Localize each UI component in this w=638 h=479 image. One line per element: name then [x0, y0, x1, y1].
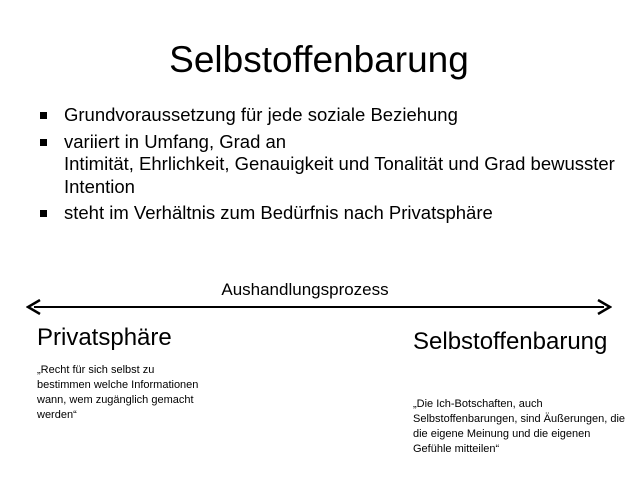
- square-bullet-icon: [40, 139, 47, 146]
- slide-title: Selbstoffenbarung: [169, 39, 469, 80]
- privacy-heading: Privatsphäre: [37, 324, 172, 351]
- bullet-list: [40, 104, 620, 229]
- bullet-text: steht im Verhältnis zum Bedürfnis nach Privatsphäre: [64, 202, 493, 223]
- self-disclosure-heading: Selbstoffenbarung: [413, 328, 608, 355]
- bullet-item: [40, 131, 620, 199]
- bullet-continuation-text: Intimität, Ehrlichkeit, Genauigkeit und Tonalität und Grad bewusster Intention: [64, 153, 615, 197]
- bullet-text: variiert in Umfang, Grad an: [64, 130, 287, 152]
- square-bullet-icon: [40, 112, 47, 119]
- bullet-item: [40, 104, 620, 127]
- process-label: Aushandlungsprozess: [221, 280, 389, 299]
- square-bullet-icon: [40, 210, 47, 217]
- privacy-quote: „Recht für sich selbst zu bestimmen welche Informationen wann, wem zugänglich gemacht werden“: [37, 364, 199, 421]
- bullet-text: Grundvoraussetzung für jede soziale Beziehung: [64, 104, 458, 125]
- bullet-item: [40, 202, 620, 225]
- double-headed-arrow-icon: [26, 299, 612, 315]
- self-disclosure-quote: „Die Ich-Botschaften, auch Selbstoffenbarungen, sind Äußerungen, die die eigene Meinung und die eigenen Gefühle mitteilen“: [413, 398, 626, 455]
